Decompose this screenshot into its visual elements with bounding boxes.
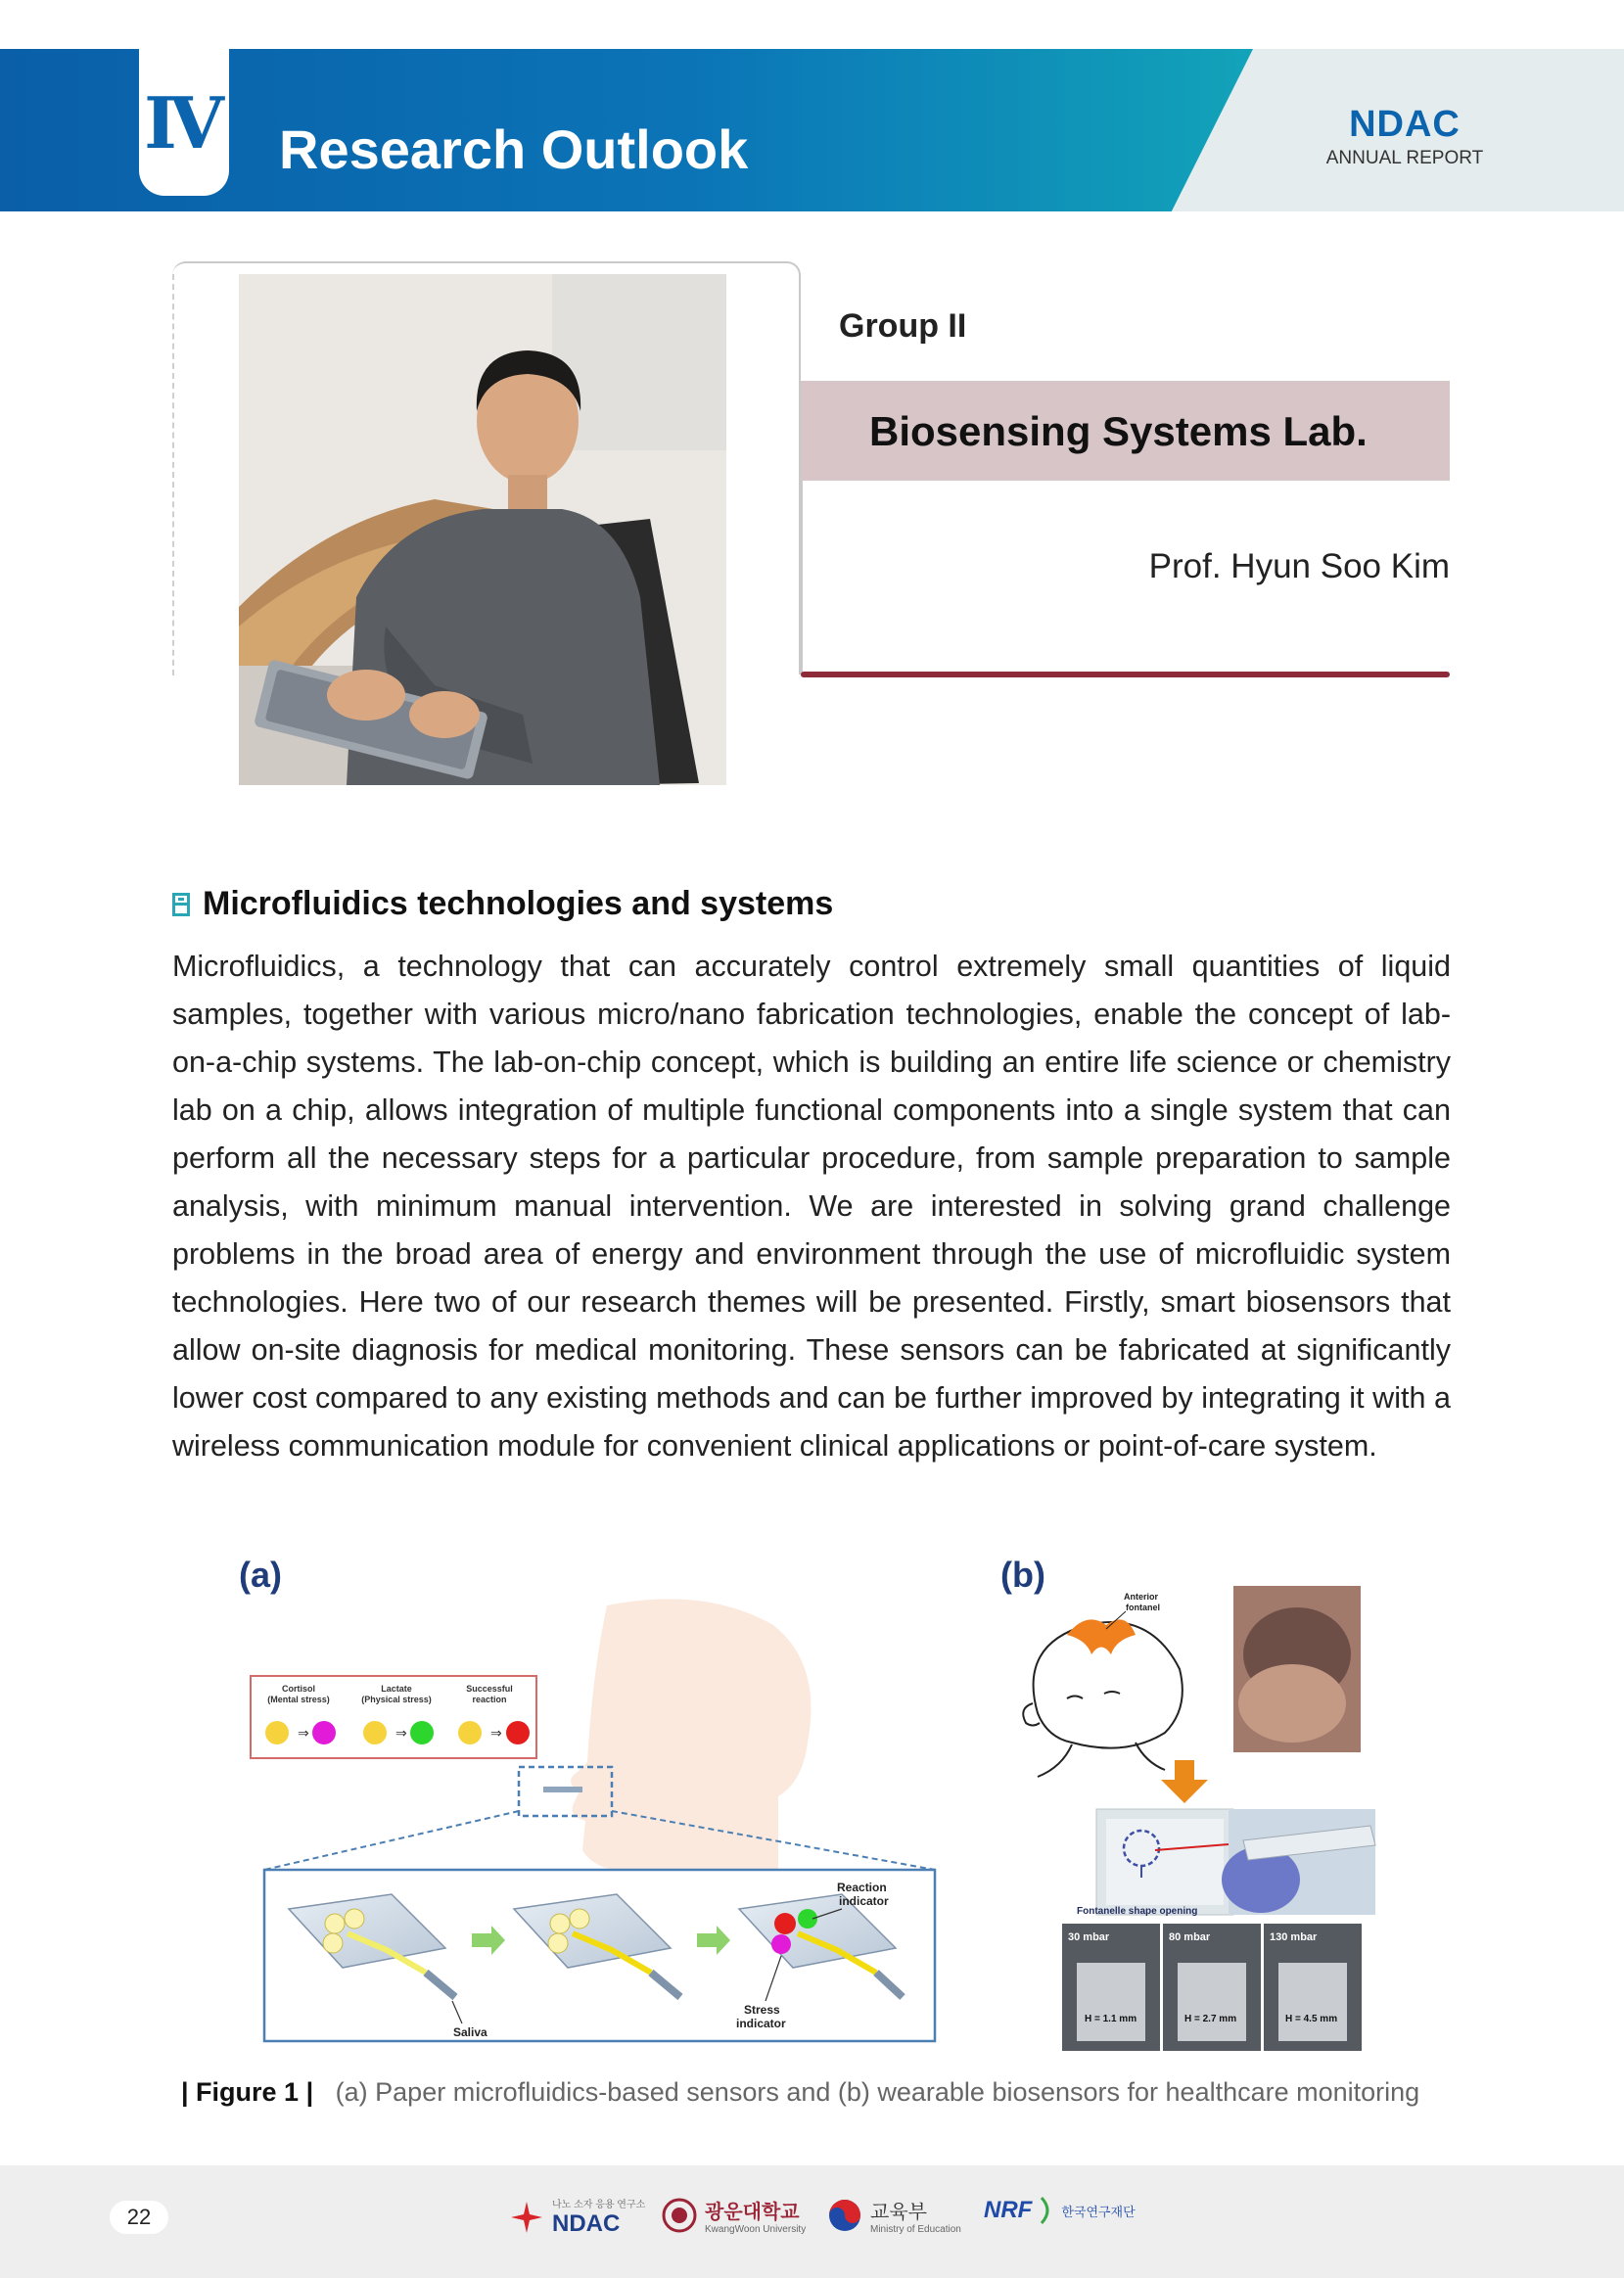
brand-name: NDAC [1349, 104, 1461, 145]
figure-panel-a-label: (a) [239, 1555, 282, 1595]
footer-logo-ndac-name: NDAC [552, 2210, 621, 2237]
section-heading: Microfluidics technologies and systems [203, 885, 834, 922]
footer-logo-kwangwoon [662, 2196, 806, 2235]
figure-caption [181, 2077, 1419, 2108]
footer-logo-ndac [509, 2196, 645, 2238]
ndac-star-icon [509, 2200, 544, 2235]
height-label-30: H = 1.1 mm [1085, 2014, 1137, 2024]
footer-logo-nrf-sub: 한국연구재단 [1061, 2204, 1136, 2219]
footer-logo-nrf-name: NRF [984, 2197, 1033, 2223]
section-bullet-icon [172, 893, 190, 916]
saliva-label: Saliva [453, 2025, 487, 2039]
taegeuk-icon [827, 2198, 862, 2233]
reaction-indicator-label-1: Reaction [837, 1881, 887, 1894]
figure-panel-b-label: (b) [1000, 1555, 1045, 1595]
fontanel-label-2: fontanel [1126, 1603, 1160, 1612]
section-numeral: Ⅳ [144, 80, 224, 164]
stress-indicator-label-1: Stress [744, 2003, 780, 2017]
figure-caption-label: | Figure 1 | [181, 2077, 314, 2107]
lab-name: Biosensing Systems Lab. [869, 408, 1368, 454]
legend-label-cortisol: Cortisol [281, 1684, 316, 1694]
height-label-130: H = 4.5 mm [1285, 2014, 1338, 2024]
figure-panel-b [979, 1586, 1419, 2056]
professor-name: Prof. Hyun Soo Kim [1148, 547, 1450, 585]
nrf-swoosh-icon [1040, 2196, 1053, 2225]
footer-logo-moe [827, 2196, 961, 2235]
page-title: Research Outlook [279, 118, 749, 180]
section-body: Microfluidics, a technology that can accurately control extremely small quantities of liquid samples, together with various micro/nano fabrication technologies, enable the concept of lab-on-a-chip systems. The lab-on-chip concept, which is building an entire life science or chemistry lab on a chip, allows integration of multiple functional components into a single system that can perform all the necessary steps for a particular procedure, from sample preparation to sample analysis, with minimum manual intervention. We are interested in solving grand challenge problems in the broad area of energy and environment through the use of microfluidic system technologies. Here two of our research themes will be presented. Firstly, smart biosensors that allow on-site diagnosis for medical monitoring. These sensors can be fabricated at significantly lower cost compared to any existing methods and can be further improved by integrating it with a wireless communication module for convenient clinical applications or point-of-care system. [172, 950, 1451, 1463]
svg-text:⇒: ⇒ [490, 1725, 502, 1741]
page-header [0, 49, 1624, 211]
footer-logo-nrf [984, 2196, 1136, 2225]
professor-photo [239, 274, 726, 785]
reaction-indicator-label-2: indicator [839, 1894, 889, 1908]
page-footer [0, 2165, 1624, 2278]
pressure-label-80: 80 mbar [1169, 1931, 1211, 1943]
page-number: 22 [110, 2201, 168, 2234]
legend-sub-lactate: (Physical stress) [361, 1695, 432, 1704]
brand-logo [1322, 104, 1488, 169]
legend-label-success: Successful [466, 1684, 513, 1694]
footer-logo-ndac-sub: 나노 소자 응용 연구소 [552, 2200, 646, 2210]
profile-frame-dashed-edge [172, 274, 174, 675]
stress-indicator-label-2: indicator [736, 2017, 786, 2030]
pressure-label-130: 130 mbar [1270, 1931, 1318, 1943]
legend-sub-cortisol: (Mental stress) [267, 1695, 330, 1704]
footer-logo-moe-name: 교육부 [870, 2202, 927, 2223]
footer-logo-kwangwoon-sub: KwangWoon University [705, 2224, 807, 2235]
svg-text:⇒: ⇒ [395, 1725, 407, 1741]
figure-panel-a [245, 1586, 950, 2056]
section-number-tab [139, 49, 229, 196]
group-label: Group II [839, 307, 967, 345]
university-seal-icon [662, 2198, 697, 2233]
fontanel-label-1: Anterior [1124, 1592, 1159, 1602]
footer-logo-moe-sub: Ministry of Education [870, 2224, 961, 2235]
legend-label-lactate: Lactate [381, 1684, 412, 1694]
footer-logo-kwangwoon-name: 광운대학교 [705, 2202, 800, 2223]
lab-panel-underline [801, 672, 1450, 677]
lab-panel-edge [801, 481, 803, 676]
svg-text:⇒: ⇒ [298, 1725, 309, 1741]
pressure-label-30: 30 mbar [1068, 1931, 1110, 1943]
height-label-80: H = 2.7 mm [1184, 2014, 1237, 2024]
fontanelle-opening-label: Fontanelle shape opening [1077, 1906, 1198, 1917]
brand-subtitle: ANNUAL REPORT [1325, 148, 1484, 168]
figure-caption-text: (a) Paper microfluidics-based sensors and (b) wearable biosensors for healthcare monitoring [335, 2077, 1420, 2107]
legend-sub-success: reaction [472, 1695, 507, 1704]
